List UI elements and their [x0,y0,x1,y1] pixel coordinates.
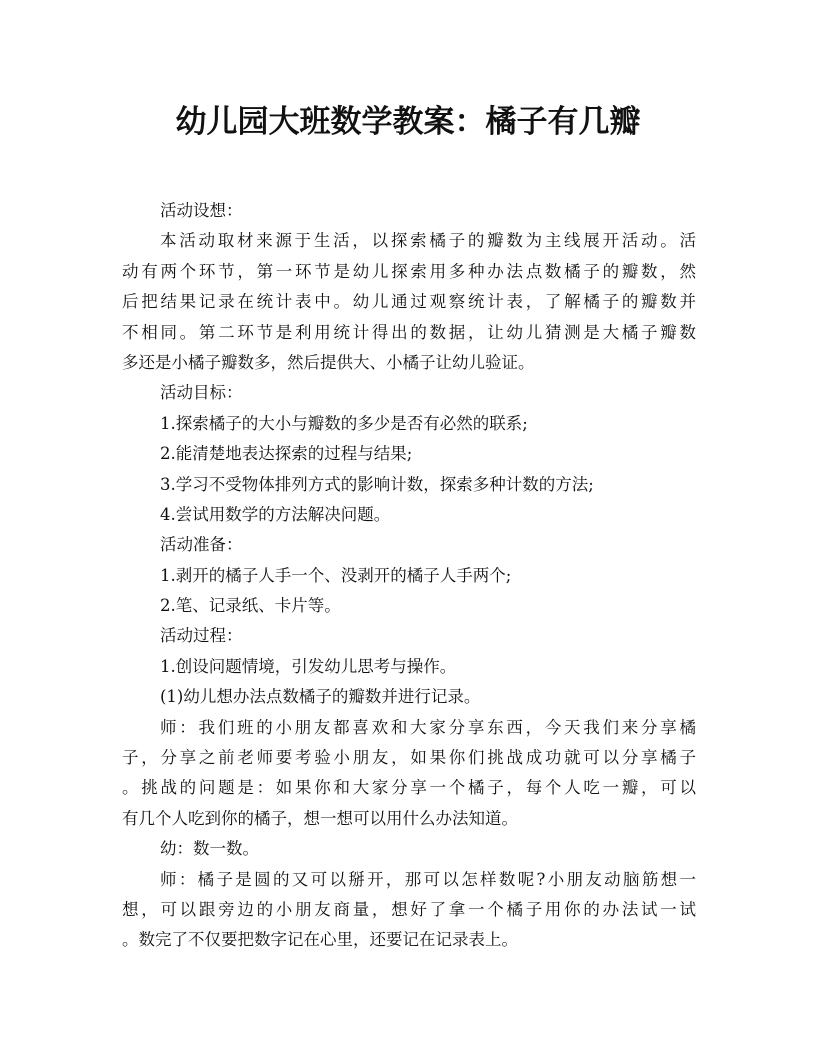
text-line: 师：橘子是圆的又可以掰开，那可以怎样数呢?小朋友动脑筋想一 [160,869,696,889]
text-line: 2.笔、记录纸、卡片等。 [160,596,341,616]
text-line: 子，分享之前老师要考验小朋友，如果你们挑战成功就可以分享橘子 [122,748,696,768]
text-line: (1)幼儿想办法点数橘子的瓣数并进行记录。 [160,687,481,707]
text-line: 多还是小橘子瓣数多，然后提供大、小橘子让幼儿验证。 [122,352,535,372]
text-line: 4.尝试用数学的方法解决问题。 [160,504,391,524]
text-line: 后把结果记录在统计表中。幼儿通过观察统计表，了解橘子的瓣数并 [122,292,696,312]
text-line: 活动过程： [160,626,243,646]
document-body [122,196,696,956]
text-line: 师：我们班的小朋友都喜欢和大家分享东西，今天我们来分享橘 [160,717,696,737]
text-line: 本活动取材来源于生活，以探索橘子的瓣数为主线展开活动。活 [160,231,696,251]
text-line: 1.探索橘子的大小与瓣数的多少是否有必然的联系; [160,413,528,433]
text-line: 动有两个环节，第一环节是幼儿探索用多种办法点数橘子的瓣数，然 [122,261,696,281]
text-line: 2.能清楚地表达探索的过程与结果; [160,444,413,464]
text-line: 幼：数一数。 [160,839,259,859]
text-line: 1.剥开的橘子人手一个、没剥开的橘子人手两个; [160,565,512,585]
text-line: 有几个人吃到你的橘子，想一想可以用什么办法知道。 [122,808,518,828]
document-title: 幼儿园大班数学教案：橘子有几瓣 [175,104,641,140]
text-line: 想，可以跟旁边的小朋友商量，想好了拿一个橘子用你的办法试一试 [122,899,696,919]
text-line: 活动目标： [160,383,243,403]
text-line: 活动设想： [160,201,243,220]
text-line: 活动准备： [160,535,243,555]
text-line: 1.创设问题情境，引发幼儿思考与操作。 [160,656,457,676]
text-line: 不相同。第二环节是利用统计得出的数据，让幼儿猜测是大橘子瓣数 [122,322,696,342]
text-line: 。数完了不仅要把数字记在心里，还要记在记录表上。 [122,930,518,950]
text-line: 3.学习不受物体排列方式的影响计数，探索多种计数的方法; [160,474,594,494]
text-line: 。挑战的问题是：如果你和大家分享一个橘子，每个人吃一瓣，可以 [122,778,696,798]
